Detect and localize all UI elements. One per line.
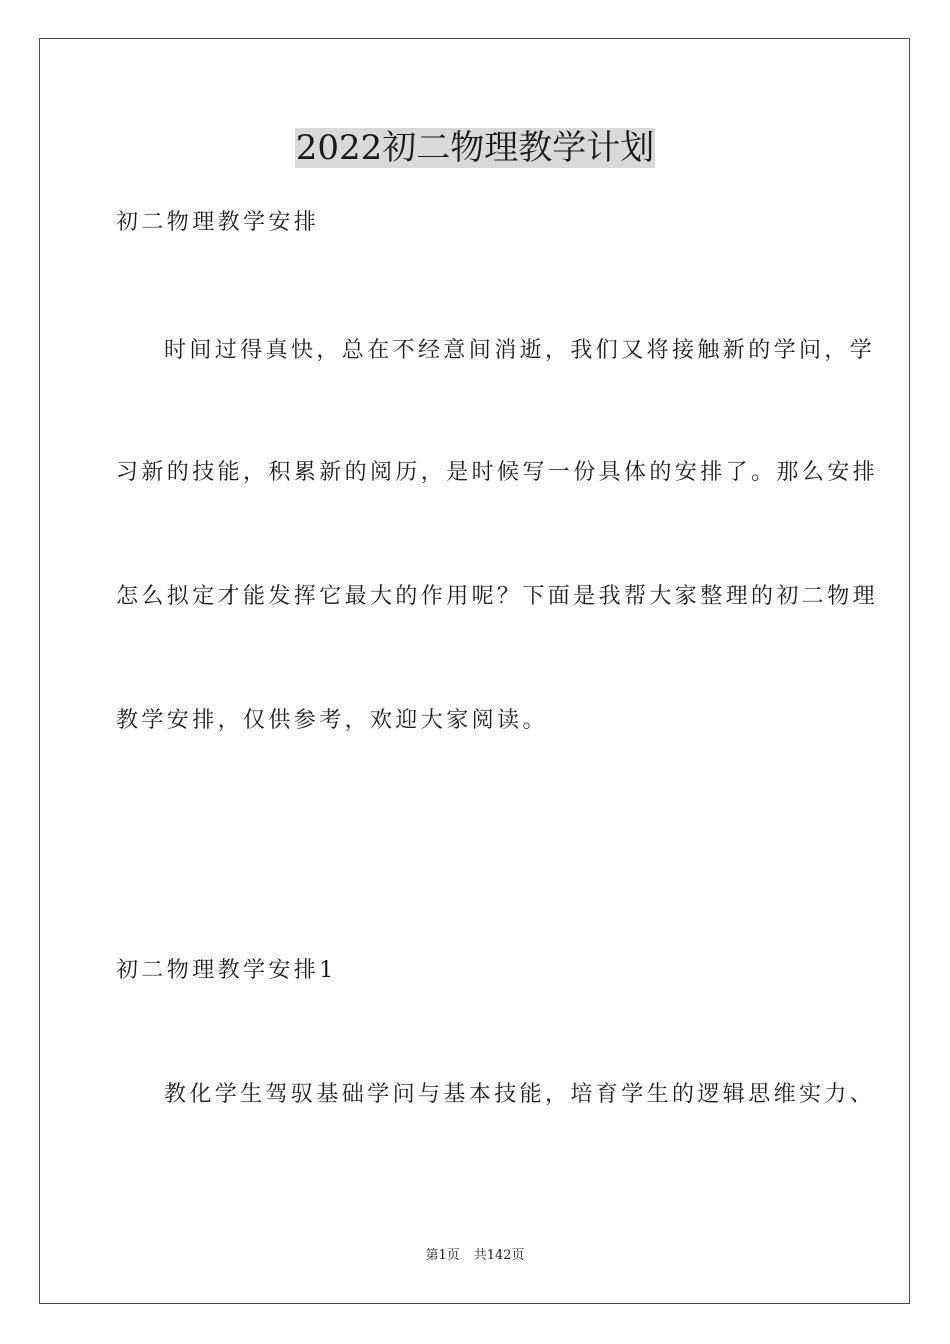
page-total: 共142页: [473, 1248, 525, 1263]
paragraph-line: 时间过得真快，总在不经意间消逝，我们又将接触新的学问，学: [164, 338, 876, 363]
page-footer: [0, 1247, 950, 1265]
document-title-text: 2022初二物理教学计划: [295, 128, 655, 168]
paragraph-line: 怎么拟定才能发挥它最大的作用呢？下面是我帮大家整理的初二物理: [116, 584, 879, 609]
paragraph-line: 教化学生驾驭基础学问与基本技能，培育学生的逻辑思维实力、: [164, 1082, 876, 1107]
paragraph-line: 教学安排，仅供参考，欢迎大家阅读。: [116, 708, 548, 733]
section-heading-plan-1: 初二物理教学安排1: [116, 958, 337, 983]
document-title: [0, 126, 950, 170]
paragraph-line: 习新的技能，积累新的阅历，是时候写一份具体的安排了。那么安排: [116, 460, 879, 485]
section-heading-intro: 初二物理教学安排: [116, 210, 320, 235]
page-number: 第1页: [425, 1248, 460, 1263]
